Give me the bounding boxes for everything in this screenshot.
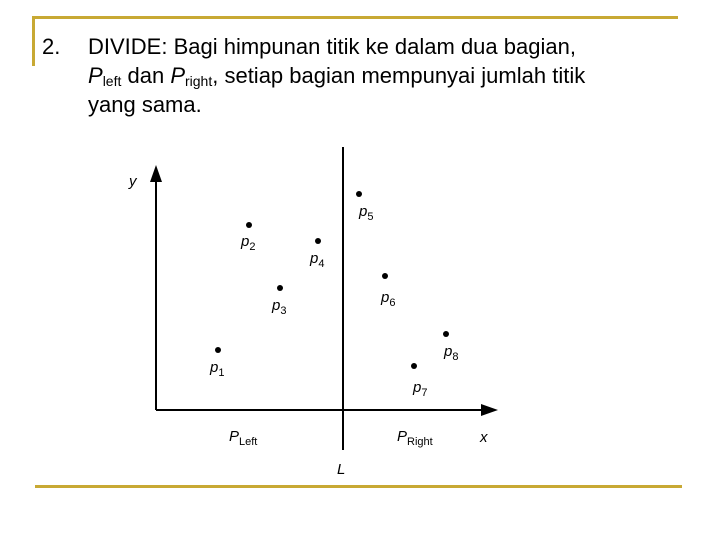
p-left-var: P — [88, 63, 103, 88]
region-left-label — [229, 428, 257, 448]
region-right-var: P — [397, 428, 408, 445]
point-p5 — [356, 191, 373, 223]
line-3: yang sama. — [88, 92, 202, 117]
point-label: $p_2$ — [241, 233, 256, 253]
point-dot — [356, 191, 362, 197]
point-label: $p_5$ — [359, 203, 374, 223]
point-p7 — [411, 363, 427, 399]
point-p8 — [443, 331, 458, 363]
point-dot — [277, 285, 283, 291]
point-dot — [382, 273, 388, 279]
region-left-var: P — [229, 428, 240, 445]
point-dot — [315, 238, 321, 244]
list-number: 2. — [42, 34, 61, 59]
y-axis-arrow — [150, 165, 162, 182]
point-label: $p_6$ — [381, 289, 396, 309]
point-label: $p_8$ — [444, 343, 459, 363]
point-label: $p_3$ — [272, 297, 287, 317]
region-left-sub: Left — [239, 436, 258, 448]
point-dot — [215, 347, 221, 353]
x-axis-label: x — [480, 429, 488, 446]
line-1: DIVIDE: Bagi himpunan titik ke dalam dua bagian, — [88, 34, 576, 59]
point-dot — [443, 331, 449, 337]
line-2-rest: , setiap bagian mempunyai jumlah titik — [212, 63, 586, 88]
y-axis-label: y — [129, 173, 137, 190]
point-p6 — [380, 273, 395, 309]
point-label: $p_1$ — [210, 359, 225, 379]
divider-label: L — [337, 461, 346, 478]
point-dot — [411, 363, 417, 369]
p-right-var: P — [170, 63, 185, 88]
connector-text: dan — [121, 63, 171, 88]
region-right-sub: Right — [407, 436, 433, 448]
p-right-sub: right — [185, 73, 213, 89]
point-p4 — [309, 238, 324, 270]
point-label: $p_7$ — [413, 379, 428, 399]
point-p2 — [240, 222, 255, 253]
point-p3 — [271, 285, 286, 317]
point-dot — [246, 222, 252, 228]
point-p1 — [209, 347, 224, 379]
point-label: $p_4$ — [310, 250, 325, 270]
region-right-label — [397, 428, 433, 448]
x-axis-arrow — [481, 404, 498, 416]
p-left-sub: left — [102, 73, 122, 89]
